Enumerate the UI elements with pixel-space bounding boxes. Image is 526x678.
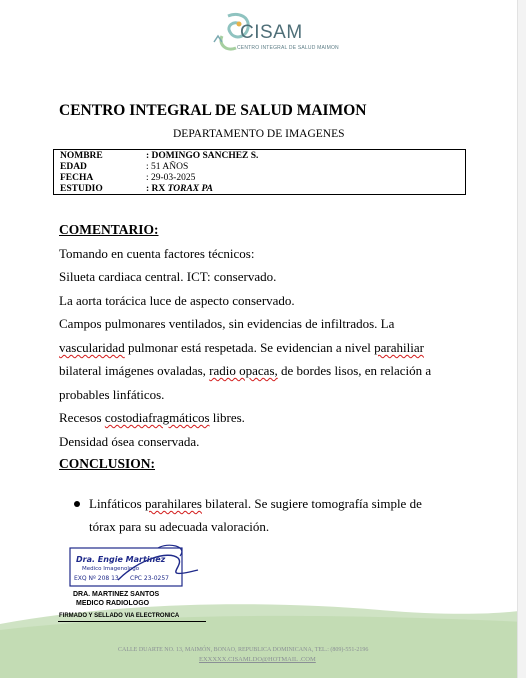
institution-title: CENTRO INTEGRAL DE SALUD MAIMON xyxy=(59,102,367,119)
electronic-signature-note: FIRMADO Y SELLADO VIA ELECTRONICA xyxy=(59,613,180,619)
stamp-exq: EXQ Nº 208 13 xyxy=(74,575,119,582)
comment-line: Densidad ósea conservada. xyxy=(59,434,200,449)
stamp-cpc: CPC 23-0257 xyxy=(130,575,169,582)
comment-line: Silueta cardiaca central. ICT: conservado. xyxy=(59,269,277,284)
comment-line xyxy=(59,363,431,379)
text-span: Linfáticos xyxy=(89,496,145,511)
study-value-prefix: : RX xyxy=(146,184,168,194)
patient-info-box xyxy=(53,149,466,195)
comment-line: Tomando en cuenta factores técnicos: xyxy=(59,246,255,261)
age-label: EDAD xyxy=(60,162,87,172)
doctor-role: MEDICO RADIOLOGO xyxy=(76,600,150,607)
text-span: libres. xyxy=(209,410,245,425)
name-value: : DOMINGO SANCHEZ S. xyxy=(146,151,259,161)
text-span: de bordes lisos, en relación a xyxy=(277,363,432,378)
stamp-role: Medico Imagenologo xyxy=(82,566,140,572)
spell-flag-text: radio opacas, xyxy=(209,363,278,378)
spell-flag-text: vascularidad xyxy=(59,340,125,355)
signature-divider xyxy=(58,621,206,622)
text-span: bilateral. Se sugiere tomografía simple de xyxy=(202,496,422,511)
patient-name-row xyxy=(60,151,258,161)
patient-age-row xyxy=(60,162,188,172)
page-edge xyxy=(517,0,526,678)
date-label: FECHA xyxy=(60,173,94,183)
age-value: : 51 AÑOS xyxy=(146,162,189,172)
bullet-icon xyxy=(74,501,80,507)
text-span: Recesos xyxy=(59,410,105,425)
signature-stamp xyxy=(58,540,208,620)
comment-line: La aorta torácica luce de aspecto conservado. xyxy=(59,293,295,308)
stamp-frame-icon xyxy=(58,540,208,590)
logo-text: CISAM xyxy=(240,22,303,43)
conclusion-title: CONCLUSION: xyxy=(59,456,156,471)
logo-subtitle: CENTRO INTEGRAL DE SALUD MAIMON xyxy=(237,45,339,51)
comment-line: probables linfáticos. xyxy=(59,387,165,402)
comment-line xyxy=(59,340,424,356)
conclusion-line: tórax para su adecuada valoración. xyxy=(89,519,270,534)
patient-study-row xyxy=(60,184,213,194)
conclusion-line xyxy=(89,496,422,512)
text-span: bilateral imágenes ovaladas, xyxy=(59,363,210,378)
spell-flag-text: costodiafragmáticos xyxy=(104,410,210,425)
footer-email: EXXXXX.CISAMLDO@HOTMAIL .COM xyxy=(199,656,316,663)
spell-flag-text: parahilares xyxy=(144,496,202,511)
comment-title: COMENTARIO: xyxy=(59,222,159,237)
doctor-name: DRA. MARTINEZ SANTOS xyxy=(73,591,160,598)
comment-line xyxy=(59,410,245,426)
stamp-name: Dra. Engie Martinez xyxy=(76,555,166,564)
comment-line: Campos pulmonares ventilados, sin evidencias de infiltrados. La xyxy=(59,316,395,331)
study-label: ESTUDIO xyxy=(60,184,103,194)
date-value: : 29-03-2025 xyxy=(146,173,196,183)
text-span: pulmonar está respetada. Se evidencian a nivel xyxy=(124,340,375,355)
department-title: DEPARTAMENTO DE IMAGENES xyxy=(173,128,345,140)
spell-flag-text: parahiliar xyxy=(374,340,424,355)
study-value xyxy=(146,184,213,194)
study-value-italic: TORAX PA xyxy=(167,184,213,194)
footer-address: CALLE DUARTE NO. 13, MAIMÓN, BONAO, REPUBLICA DOMINICANA, TEL.: (809)-551-2196 xyxy=(118,647,369,653)
name-label: NOMBRE xyxy=(60,151,103,161)
patient-date-row xyxy=(60,173,195,183)
